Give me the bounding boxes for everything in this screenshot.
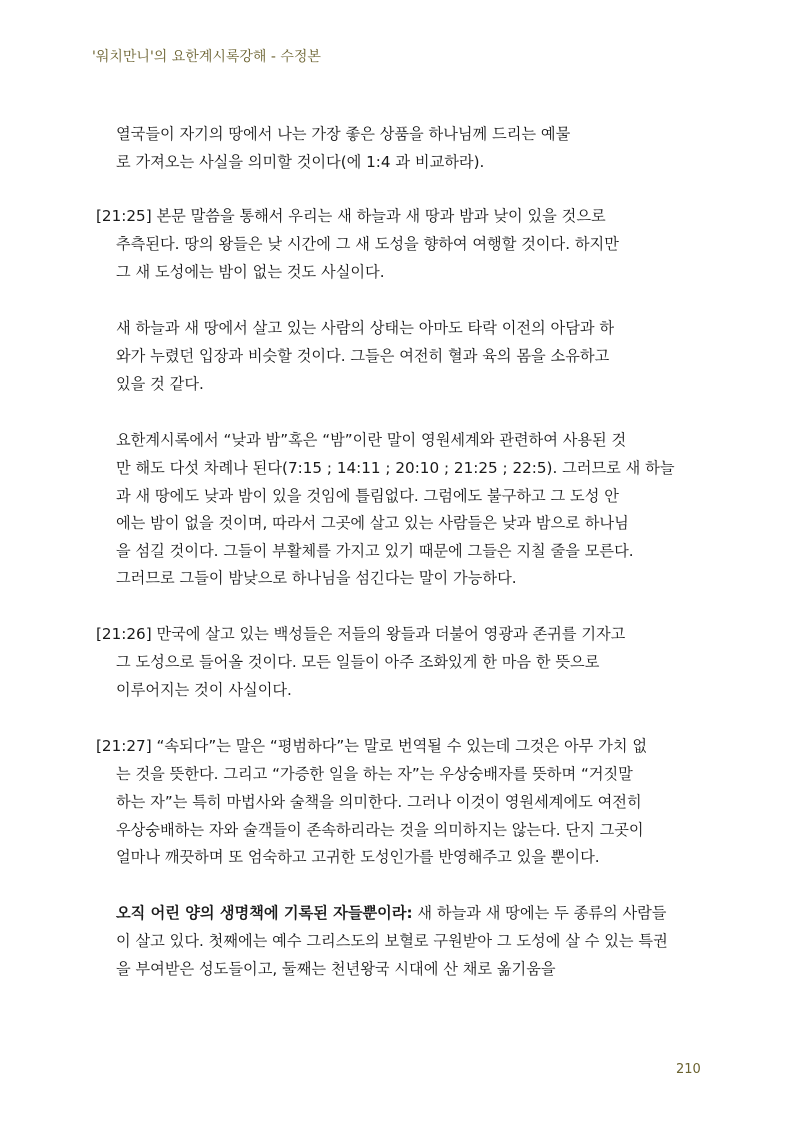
text-line: 로 가져오는 사실을 의미할 것이다(에 1:4 과 비교하라). xyxy=(116,153,485,171)
text-run: 새 하늘과 새 땅에는 두 종류의 사람들 xyxy=(412,904,667,922)
text-line: [21:26] 만국에 살고 있는 백성들은 저들의 왕들과 더불어 영광과 존귀를 기자고 xyxy=(96,625,626,643)
page-number: 210 xyxy=(676,1062,701,1077)
text-line: 열국들이 자기의 땅에서 나는 가장 좋은 상품을 하나님께 드리는 예물 xyxy=(116,125,571,143)
text-line: 우상숭배하는 자와 술객들이 존속하리라는 것을 의미하지는 않는다. 단지 그곳이 xyxy=(116,821,644,839)
text-line: 와가 누렸던 입장과 비슷할 것이다. 그들은 여전히 혈과 육의 몸을 소유하고 xyxy=(116,347,610,365)
text-line: 이 살고 있다. 첫째에는 예수 그리스도의 보혈로 구원받아 그 도성에 살 수 있는 특권 xyxy=(116,932,668,950)
text-line: 만 해도 다섯 차례나 된다(7:15 ; 14:11 ; 20:10 ; 21:25 ; 22:5). 그러므로 새 하늘 xyxy=(116,459,675,477)
text-line: 과 새 땅에도 낮과 밤이 있을 것임에 틀림없다. 그럼에도 불구하고 그 도성 안 xyxy=(116,487,619,505)
text-line: 그러므로 그들이 밤낮으로 하나님을 섬긴다는 말이 가능하다. xyxy=(116,569,517,587)
text-line xyxy=(116,903,666,923)
text-line: 에는 밤이 없을 것이며, 따라서 그곳에 살고 있는 사람들은 낮과 밤으로 하나님 xyxy=(116,514,629,532)
text-line: 는 것을 뜻한다. 그리고 “가증한 일을 하는 자”는 우상숭배자를 뜻하며 “거짓말 xyxy=(116,765,633,783)
text-line: 을 섬길 것이다. 그들이 부활체를 가지고 있기 때문에 그들은 지칠 줄을 모른다. xyxy=(116,542,634,560)
text-line: 하는 자”는 특히 마법사와 술책을 의미한다. 그러나 이것이 영원세계에도 여전히 xyxy=(116,793,642,811)
text-line: 얼마나 깨끗하며 또 엄숙하고 고귀한 도성인가를 반영해주고 있을 뿐이다. xyxy=(116,848,600,866)
text-line: 을 부여받은 성도들이고, 둘째는 천년왕국 시대에 산 채로 옮기움을 xyxy=(116,960,556,978)
running-header: '워치만니'의 요한계시록강해 - 수정본 xyxy=(92,49,321,65)
text-line: [21:27] “속되다”는 말은 “평범하다”는 말로 번역될 수 있는데 그것은 아무 가치 없 xyxy=(96,737,647,755)
text-line: 그 새 도성에는 밤이 없는 것도 사실이다. xyxy=(116,263,385,281)
text-line: 있을 것 같다. xyxy=(116,375,204,393)
text-line: 요한계시록에서 “낮과 밤”혹은 “밤”이란 말이 영원세계와 관련하여 사용된 것 xyxy=(116,431,627,449)
text-line: 이루어지는 것이 사실이다. xyxy=(116,681,292,699)
text-line: 새 하늘과 새 땅에서 살고 있는 사람의 상태는 아마도 타락 이전의 아담과 하 xyxy=(116,319,615,337)
text-line: 그 도성으로 들어올 것이다. 모든 일들이 아주 조화있게 한 마음 한 뜻으로 xyxy=(116,653,600,671)
text-line: 추측된다. 땅의 왕들은 낮 시간에 그 새 도성을 향하여 여행할 것이다. 하지만 xyxy=(116,235,619,253)
bold-heading: 오직 어린 양의 생명책에 기록된 자들뿐이라: xyxy=(116,904,413,922)
text-line: [21:25] 본문 말씀을 통해서 우리는 새 하늘과 새 땅과 밤과 낮이 있을 것으로 xyxy=(96,207,606,225)
